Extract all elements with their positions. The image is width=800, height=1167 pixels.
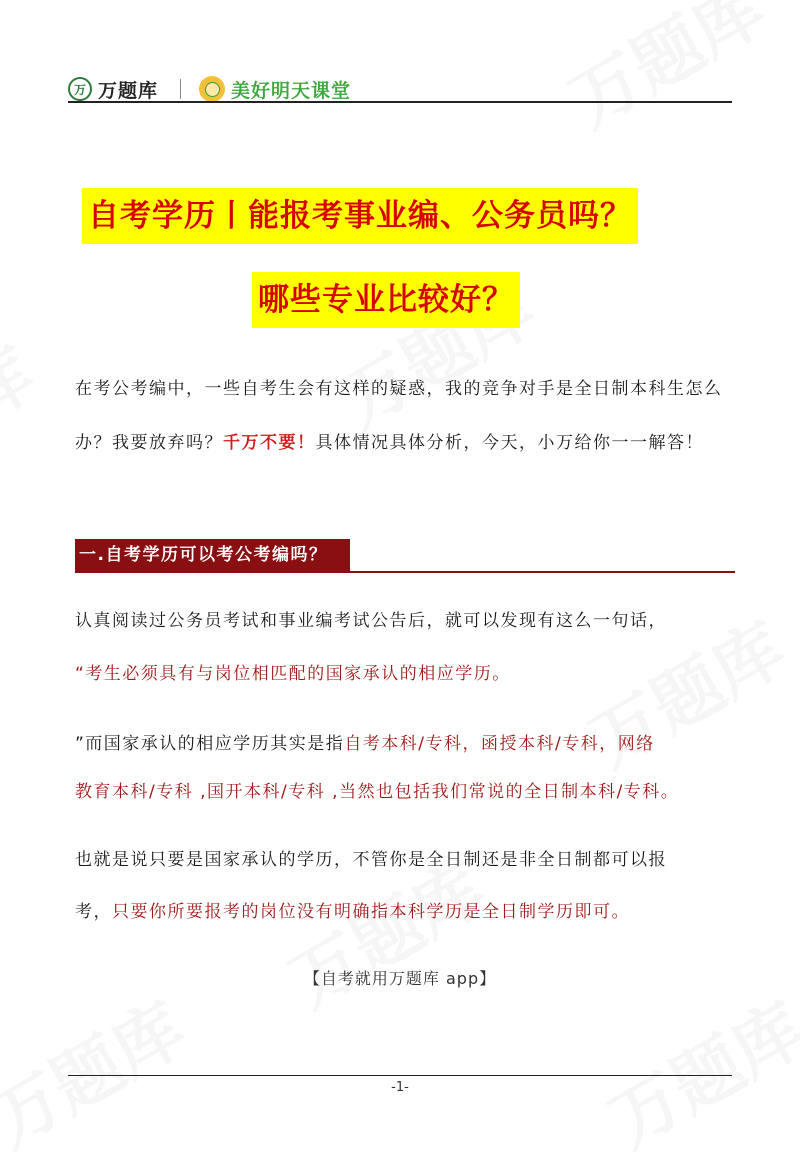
page-header xyxy=(68,74,351,104)
body-line: 也就是说只要是国家承认的学历，不管你是全日制还是非全日制都可以报 xyxy=(75,850,667,870)
body-text: ”而国家承认的相应学历其实是指 xyxy=(75,734,345,754)
app-promo: 【自考就用万题库 app】 xyxy=(303,969,497,988)
intro-text-before: 在考公考编中，一些自考生会有这样的疑惑，我的竞争对手是全日制本科生怎么办？我要放弃吗？ xyxy=(75,379,723,453)
brand-primary: 万题库 xyxy=(98,79,159,102)
body-line: 认真阅读过公务员考试和事业编考试公告后，就可以发现有这么一句话， xyxy=(75,611,667,631)
body-highlight-line: 教育本科/专科 ,国开本科/专科 ,当然也包括我们常说的全日制本科/专科。 xyxy=(75,782,680,802)
body-highlight: 自考本科/专科，函授本科/专科，网络 xyxy=(344,734,655,754)
body-highlight: 只要你所要报考的岗位没有明确指本科学历是全日制学历即可。 xyxy=(112,902,630,922)
body-quote-line: “考生必须具有与岗位相匹配的国家承认的相应学历。 xyxy=(75,664,511,684)
brand-secondary: 美好明天课堂 xyxy=(231,79,352,102)
title-line-1: 自考学历丨能报考事业编、公务员吗？ xyxy=(82,188,638,244)
header-divider xyxy=(180,79,181,99)
footer-rule xyxy=(68,1075,732,1076)
body-text: 考， xyxy=(75,902,112,922)
page-number: -1- xyxy=(391,1080,409,1095)
section-heading: 一.自考学历可以考公考编吗？ xyxy=(75,539,350,571)
intro-text-after: 具体情况具体分析，今天，小万给你一一解答！ xyxy=(315,433,704,453)
wantiku-logo-icon: 万 xyxy=(68,77,92,101)
header-rule xyxy=(68,101,732,103)
body-line xyxy=(75,732,755,756)
body-line xyxy=(75,900,755,924)
watermark xyxy=(549,0,781,147)
lion-logo-icon xyxy=(199,76,225,102)
intro-paragraph xyxy=(75,362,735,470)
title-line-2: 哪些专业比较好？ xyxy=(252,272,520,328)
section-underline xyxy=(75,571,735,573)
watermark xyxy=(589,974,800,1166)
watermark xyxy=(0,974,201,1166)
watermark xyxy=(0,319,51,441)
intro-emphasis: 千万不要！ xyxy=(223,433,316,453)
